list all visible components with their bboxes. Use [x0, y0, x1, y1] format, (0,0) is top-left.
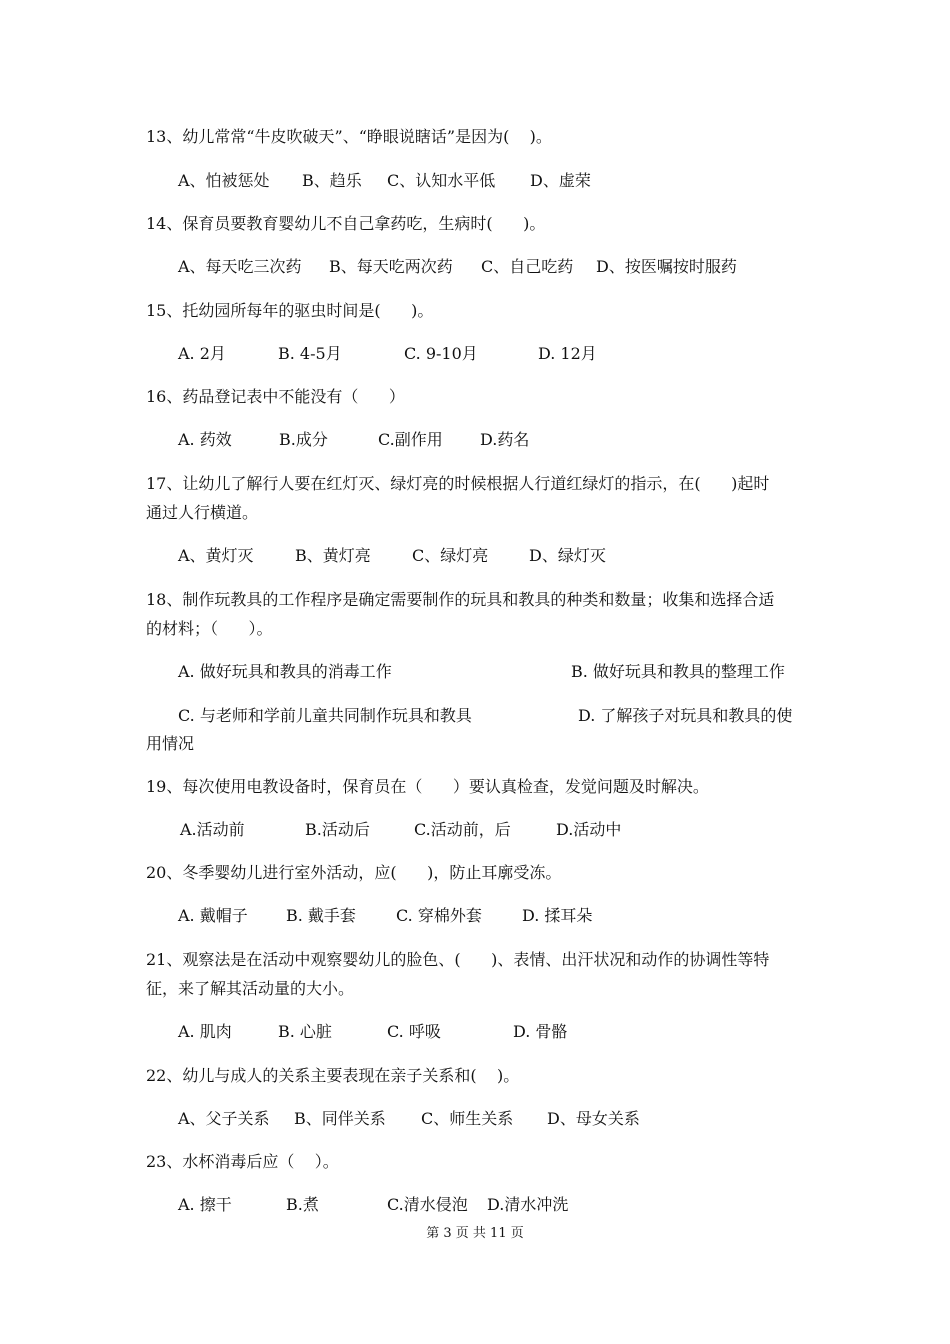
question-18-option-c: C. 与老师和学前儿童共同制作玩具和教具 — [178, 706, 472, 725]
question-13-option-a: A、怕被惩处 — [178, 171, 270, 190]
question-20-stem: 20、冬季婴幼儿进行室外活动，应( )，防止耳廓受冻。 — [146, 863, 562, 882]
question-18-stem-line-1: 18、制作玩教具的工作程序是确定需要制作的玩具和教具的种类和数量；收集和选择合适 — [146, 590, 775, 609]
question-14-option-c: C、自己吃药 — [481, 257, 574, 276]
question-22-option-c: C、师生关系 — [421, 1109, 514, 1128]
question-18-stem-line-2: 的材料；（ ）。 — [146, 619, 273, 638]
question-17-option-d: D、绿灯灭 — [529, 546, 606, 565]
question-22-stem: 22、幼儿与成人的关系主要表现在亲子关系和( )。 — [146, 1066, 520, 1085]
question-19-stem: 19、每次使用电教设备时，保育员在（ ）要认真检查，发觉问题及时解决。 — [146, 777, 709, 796]
question-19-option-c: C.活动前，后 — [414, 820, 511, 839]
question-18-option-d: D. 了解孩子对玩具和教具的使 — [578, 706, 793, 725]
question-21-option-a: A. 肌肉 — [178, 1022, 232, 1041]
question-16-option-d: D.药名 — [480, 430, 530, 449]
question-13-option-c: C、认知水平低 — [387, 171, 496, 190]
question-21-option-b: B. 心脏 — [278, 1022, 332, 1041]
question-20-option-a: A. 戴帽子 — [178, 906, 248, 925]
question-18-option-a: A. 做好玩具和教具的消毒工作 — [178, 662, 392, 681]
question-17-option-c: C、绿灯亮 — [412, 546, 489, 565]
question-14-stem: 14、保育员要教育婴幼儿不自己拿药吃，生病时( )。 — [146, 214, 546, 233]
question-23-stem: 23、水杯消毒后应（ ）。 — [146, 1152, 339, 1171]
question-15-option-a: A. 2月 — [178, 344, 226, 363]
question-14-option-d: D、按医嘱按时服药 — [596, 257, 737, 276]
question-20-option-d: D. 揉耳朵 — [522, 906, 593, 925]
question-16-option-a: A. 药效 — [178, 430, 232, 449]
question-22-option-a: A、父子关系 — [178, 1109, 270, 1128]
question-16-option-c: C.副作用 — [378, 430, 443, 449]
page-number-footer: 第 3 页 共 11 页 — [426, 1226, 524, 1241]
question-13-option-b: B、趋乐 — [302, 171, 362, 190]
question-16-option-b: B.成分 — [279, 430, 328, 449]
question-23-option-d: D.清水冲洗 — [487, 1195, 569, 1214]
question-18-option-d-continued: 用情况 — [146, 734, 195, 753]
question-21-stem-line-1: 21、观察法是在活动中观察婴幼儿的脸色、( )、表情、出汗状况和动作的协调性等特 — [146, 950, 770, 969]
question-17-stem-line-1: 17、让幼儿了解行人要在红灯灭、绿灯亮的时候根据人行道红绿灯的指示，在( )起时 — [146, 474, 770, 493]
question-14-option-b: B、每天吃两次药 — [329, 257, 453, 276]
question-13-option-d: D、虚荣 — [530, 171, 591, 190]
question-20-option-b: B. 戴手套 — [286, 906, 356, 925]
question-21-option-d: D. 骨骼 — [513, 1022, 568, 1041]
question-22-option-d: D、母女关系 — [547, 1109, 640, 1128]
question-13-stem: 13、幼儿常常“牛皮吹破天”、“睁眼说瞎话”是因为( )。 — [146, 127, 552, 146]
question-16-stem: 16、药品登记表中不能没有（ ） — [146, 387, 405, 406]
question-23-option-a: A. 擦干 — [178, 1195, 232, 1214]
question-18-option-b: B. 做好玩具和教具的整理工作 — [571, 662, 785, 681]
question-23-option-b: B.煮 — [286, 1195, 319, 1214]
question-20-option-c: C. 穿棉外套 — [396, 906, 482, 925]
question-15-option-b: B. 4-5月 — [278, 344, 342, 363]
question-14-option-a: A、每天吃三次药 — [178, 257, 302, 276]
question-22-option-b: B、同伴关系 — [294, 1109, 386, 1128]
question-21-stem-line-2: 征，来了解其活动量的大小。 — [146, 979, 355, 998]
question-23-option-c: C.清水侵泡 — [387, 1195, 468, 1214]
question-15-stem: 15、托幼园所每年的驱虫时间是( )。 — [146, 301, 434, 320]
question-21-option-c: C. 呼吸 — [387, 1022, 441, 1041]
question-17-option-b: B、黄灯亮 — [295, 546, 371, 565]
question-19-option-a: A.活动前 — [180, 820, 245, 839]
question-17-option-a: A、黄灯灭 — [178, 546, 254, 565]
question-19-option-b: B.活动后 — [305, 820, 370, 839]
question-17-stem-line-2: 通过人行横道。 — [146, 503, 259, 522]
question-15-option-c: C. 9-10月 — [404, 344, 478, 363]
question-15-option-d: D. 12月 — [538, 344, 597, 363]
question-19-option-d: D.活动中 — [556, 820, 622, 839]
